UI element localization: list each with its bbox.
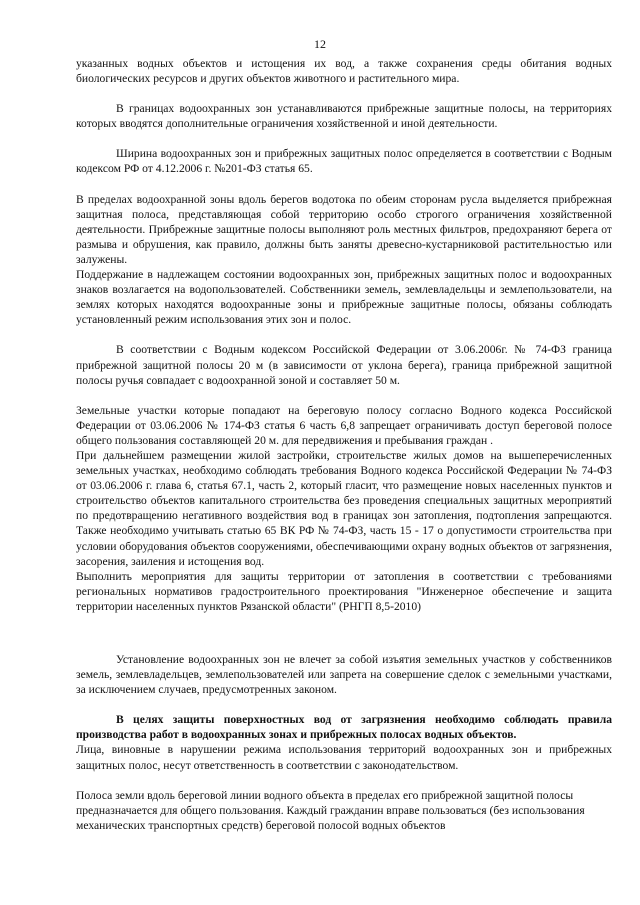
paragraph-13: Полоса земли вдоль береговой линии водного объекта в пределах его прибрежной защитной полосы предназначается для общего пользования. Каждый гражданин вправе пользоваться (без использования механических транспортных средств) береговой полосой водных объектов: [76, 788, 585, 832]
paragraph-8: При дальнейшем размещении жилой застройки, строительстве жилых домов на вышеперечисленных земельных участках, необходимо соблюдать требования Водного кодекса Российской Федерации № 74-ФЗ от 03.06.2006 г. глава 6, статья 67.1, часть 2, который гласит, что размещение новых населенных пунктов и строительство объектов капитального строительства без проведения специальных защитных мероприятий по предотвращению негативного воздействия вод в границах зон затопления, подтопления запрещаются. Также необходимо учитывать статью 65 ВК РФ № 74-ФЗ, часть 15 - 17 о допустимости строительства при условии оборудования объектов сооружениями, обеспечивающими охрану водных объектов от загрязнения, засорения, заиления и истощения вод.: [76, 448, 612, 568]
paragraph-2: В границах водоохранных зон устанавливаются прибрежные защитные полосы, на территориях которых вводятся дополнительные ограничения хозяйственной и иной деятельности.: [76, 102, 612, 131]
paragraph-3: Ширина водоохранных зон и прибрежных защитных полос определяется в соответствии с Водным кодексом РФ от 4.12.2006 г. №201-ФЗ статья 65.: [76, 147, 612, 176]
paragraph-7: Земельные участки которые попадают на береговую полосу согласно Водного кодекса Российской Федерации от 03.06.2006 № 174-ФЗ статья 6 часть 6,8 запрещает ограничивать доступ береговой полосе общего пользования составляющей 20 м. для передвижения и пребывания граждан .: [76, 403, 612, 447]
page-number: 12: [314, 37, 326, 51]
paragraph-11: В целях защиты поверхностных вод от загрязнения необходимо соблюдать правила производства работ в водоохранных зонах и прибрежных полосах водных объектов.: [76, 713, 612, 742]
paragraph-10: Установление водоохранных зон не влечет за собой изъятия земельных участков у собственников земель, землевладельцев, землепользователей или запрета на совершение сделок с земельными участками, за исключением случаев, предусмотренных законом.: [76, 653, 612, 697]
paragraph-12: Лица, виновные в нарушении режима использования территорий водоохранных зон и прибрежных защитных полос, несут ответственность в соответствии с законодательством.: [76, 743, 612, 772]
paragraph-5: Поддержание в надлежащем состоянии водоохранных зон, прибрежных защитных полос и водоохранных знаков возлагается на водопользователей. Собственники земель, землевладельцы и землепользователи, на землях которых находятся водоохранные зоны и прибрежные защитные полосы, обязаны соблюдать установленный режим использования этих зон и полос.: [76, 268, 612, 327]
paragraph-1: указанных водных объектов и истощения их вод, а также сохранения среды обитания водных биологических ресурсов и других объектов животного и растительного мира.: [76, 57, 612, 86]
paragraph-9: Выполнить мероприятия для защиты территории от затопления в соответствии с требованиями региональных нормативов градостроительного проектирования "Инженерное обеспечение и защита территории населенных пунктов Рязанской области" (РНГП 8,5-2010): [76, 569, 612, 613]
paragraph-6: В соответствии с Водным кодексом Российской Федерации от 3.06.2006г. № 74-ФЗ граница прибрежной защитной полосы 20 м (в зависимости от уклона берега), граница прибрежной защитной полосы ручья совпадает с водоохранной зоной и составляет 50 м.: [76, 343, 612, 387]
paragraph-4: В пределах водоохранной зоны вдоль берегов водотока по обеим сторонам русла выделяется прибрежная защитная полоса, представляющая собой территорию особо строгого ограничения хозяйственной деятельности. Прибрежные защитные полосы выполняют роль местных фильтров, предохраняют берега от размыва и обрушения, как правило, должны быть заняты древесно-кустарниковой растительностью или залужены.: [76, 192, 612, 266]
document-body: [76, 56, 612, 833]
